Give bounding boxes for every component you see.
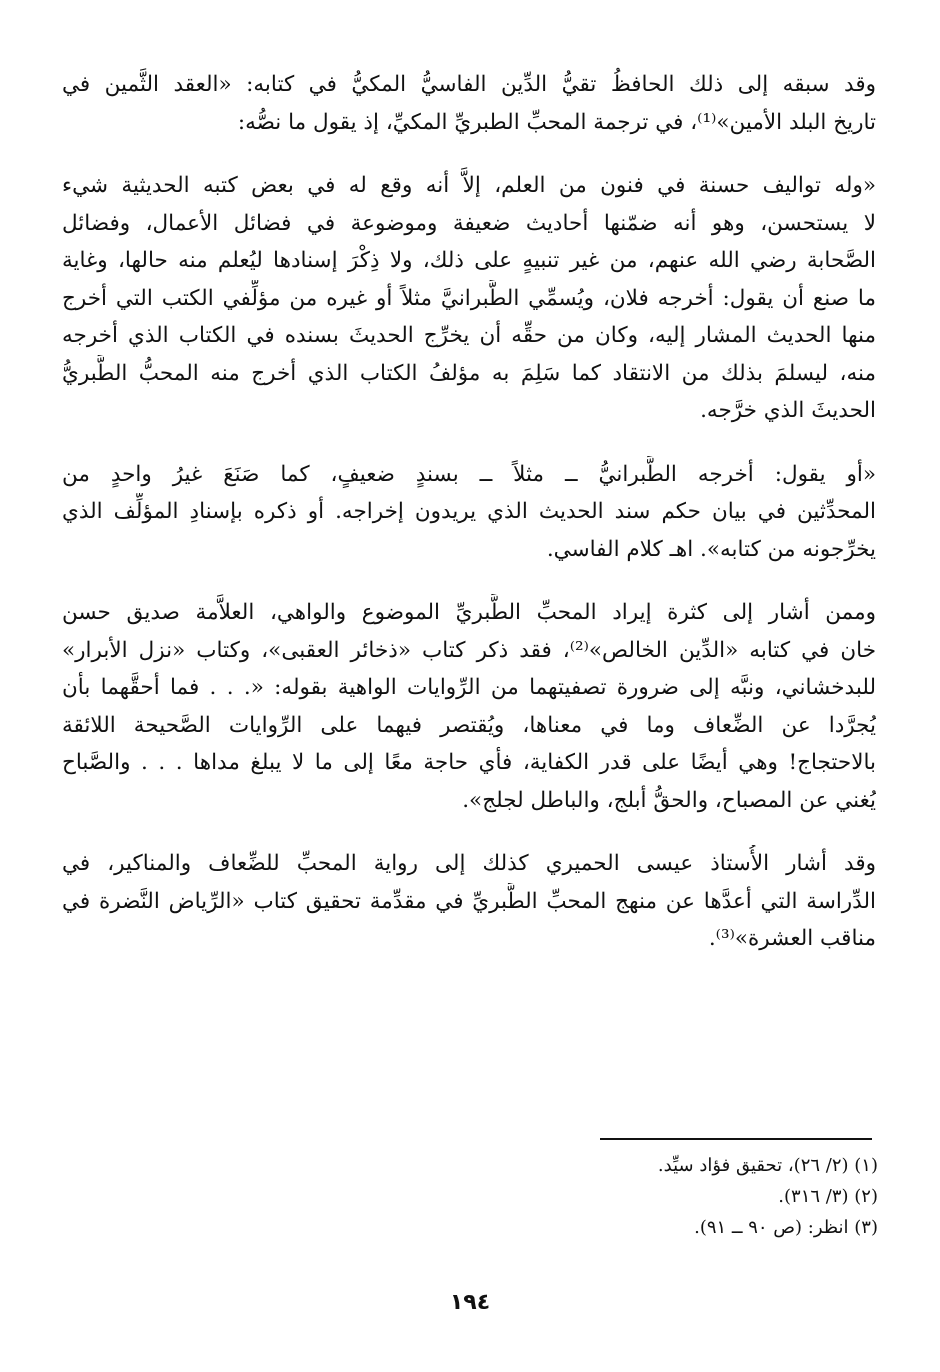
text-line: ما صنع أن يقول: أخرجه فلان، ويُسمِّي الطَّبرانيَّ مثلاً أو غيره من مؤلِّفي الكتب التي أخرج [62,285,876,311]
paragraph-2 [62,167,876,430]
text-line: «أو يقول: أخرجه الطَّبرانيُّ ــ مثلاً ــ بسندٍ ضعيفٍ، كما صَنَعَ غيرُ واحدٍ من [62,461,876,487]
paragraph-3 [62,456,876,569]
footnote-divider [600,1138,872,1140]
page-number: ١٩٤ [449,1290,491,1315]
text-line: يُغني عن المصباح، والحقُّ أبلج، والباطل لجلج». [462,787,876,813]
text-line: لا يستحسن، وهو أنه ضمّنها أحاديث ضعيفة وموضوعة في فضائل الأعمال، وفضائل [62,210,876,236]
text-line: المحدِّثين في بيان حكم سند الحديث الذي يريدون إخراجه. أو ذكره بإسنادِ المؤلِّف الذي [62,499,876,524]
text-line: وقد أشار الأُستاذ عيسى الحميري كذلك إلى رواية المحبِّ للضِّعاف والمناكير، في [62,851,876,876]
text-line: بالاحتجاج! وهي أيضًا على قدر الكفاية، فأي حاجة معًا إلى ما لا يبلغ مداها . . . والصَّباح [62,750,876,775]
paragraph-1 [62,66,876,141]
text-line: وقد سبقه إلى ذلك الحافظُ تقيُّ الدِّين الفاسيُّ المكيُّ في كتابه: «العقد الثَّمين في [62,72,876,97]
text-line: تاريخ البلد الأمين»⁽¹⁾، في ترجمة المحبِّ الطبريِّ المكيِّ، إذ يقول ما نصُّه: [237,109,876,135]
footnote-3: (٣) انظر: (ص ٩٠ ــ ٩١). [694,1217,878,1238]
text-line: يُجرَّدا عن الضِّعاف وما في معناها، ويُقتصر فيهما على الرِّوايات الصَّحيحة اللائقة [62,712,876,738]
paragraph-5 [62,845,876,958]
text-line: منه، ليسلمَ بذلك من الانتقاد كما سَلِمَ به مؤلفُ الكتاب الذي أخرج منه المحبُّ الطَّبريُّ [62,360,876,386]
text-line: يخرِّجونه من كتابه». اهـ كلام الفاسي. [546,536,876,562]
text-line: «وله تواليف حسنة في فنون من العلم، إلاَّ أنه وقع له في بعض كتبه الحديثية شيء [62,173,876,198]
main-text [62,66,876,984]
footnotes [378,1150,878,1243]
text-line: للبدخشاني، ونبَّه إلى ضرورة تصفيتهما من الرِّوايات الواهية بقوله: «. . . فما أحقَّهما بأن [62,675,876,700]
footnote-2: (٢) (٣/ ٣١٦). [778,1186,878,1207]
text-line: الحديثَ الذي خرَّجه. [700,398,876,423]
text-line: وممن أشار إلى كثرة إيراد المحبِّ الطَّبريِّ الموضوع والواهي، العلاَّمة صديق حسن [62,600,876,625]
text-line: الدِّراسة التي أعدَّها عن منهج المحبِّ الطَّبريِّ في مقدِّمة تحقيق كتاب «الرِّياض النَّضرة في [62,888,876,914]
footnote-1: (١) (٢/ ٢٦)، تحقيق فؤاد سيِّد. [657,1155,878,1176]
paragraph-4 [62,594,876,819]
text-line: مناقب العشرة»⁽³⁾. [708,926,876,951]
text-line: خان في كتابه «الدِّين الخالص»⁽²⁾، فقد ذكر كتاب «ذخائر العقبى»، وكتاب «نزل الأبرار» [62,637,876,663]
text-line: منها الحديث المشار إليه، وكان من حقِّه أن يخرِّج الحديثَ بسنده في الكتاب الذي أخرجه [62,323,876,348]
text-line: الصَّحابة رضي الله عنهم، من غير تنبيهٍ على ذلك، ولا ذِكْرَ إسنادها ليُعلم منه حالها، وغاية [62,248,876,273]
